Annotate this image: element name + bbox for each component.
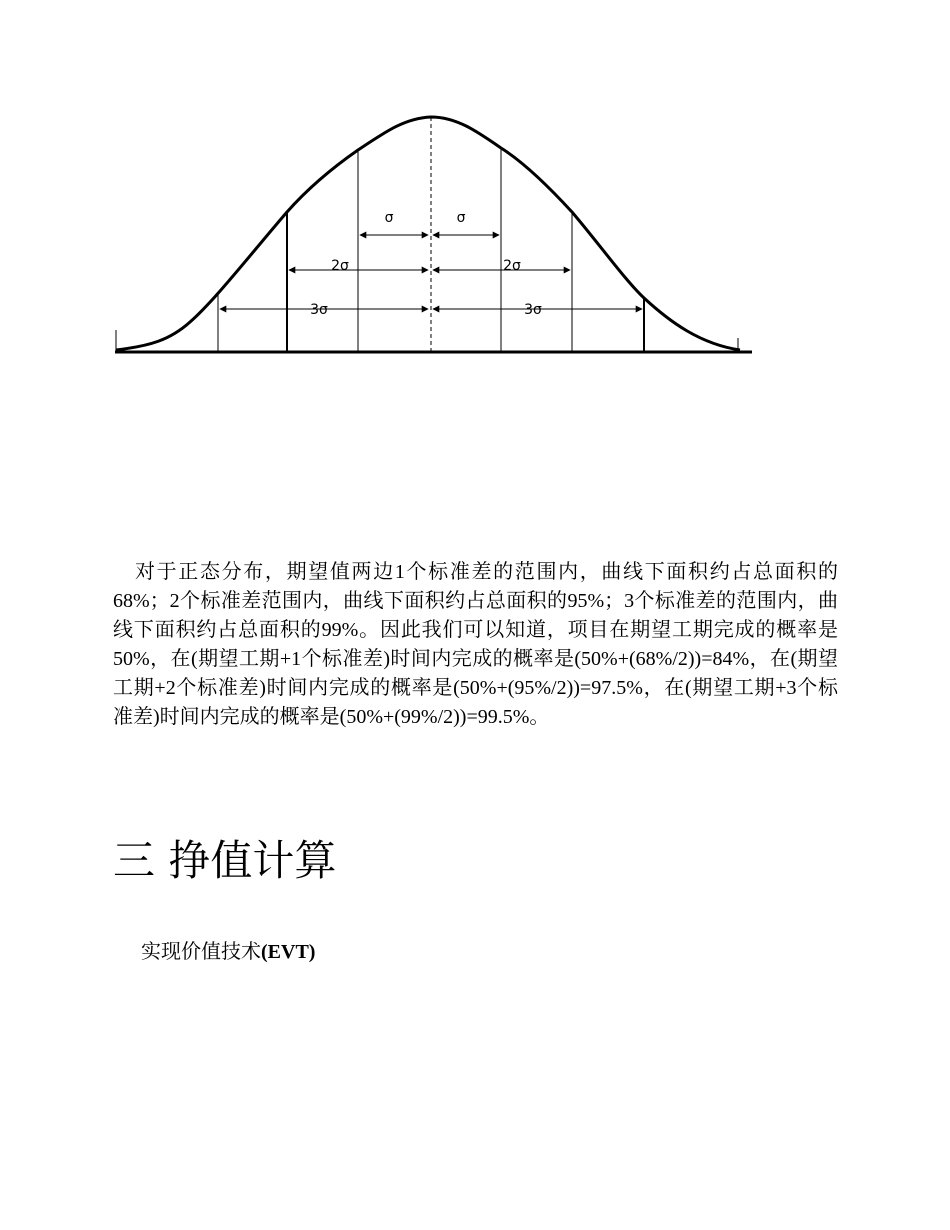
bell-curve (116, 117, 740, 350)
subheading-bold-text: (EVT) (261, 941, 316, 963)
sigma-right-label: σ (456, 210, 466, 226)
normal-distribution-figure (0, 0, 950, 420)
subheading (141, 938, 315, 966)
section-heading: 三 挣值计算 (113, 836, 337, 885)
two-sigma-left-label: 2σ (331, 258, 349, 274)
subheading-text: 实现价值技术 (141, 941, 261, 963)
three-sigma-left-label: 3σ (310, 302, 328, 318)
three-sigma-right-label: 3σ (524, 302, 542, 318)
two-sigma-right-label: 2σ (503, 258, 521, 274)
normal-distribution-paragraph: 对于正态分布，期望值两边1个标准差的范围内，曲线下面积约占总面积的68%；2个标准差范围内，曲线下面积约占总面积的95%；3个标准差的范围内，曲线下面积约占总面积的99%。因此我们可以知道，项目在期望工期完成的概率是50%，在(期望工期+1个标准差)时间内完成的概率是(50%+(68%/2))=84%，在(期望工期+2个标准差)时间内完成的概率是(50%+(95%/2))=97.5%，在(期望工期+3个标准差)时间内完成的概率是(50%+(99%/2))=99.5%。 (113, 561, 838, 728)
sigma-left-label: σ (384, 210, 394, 226)
